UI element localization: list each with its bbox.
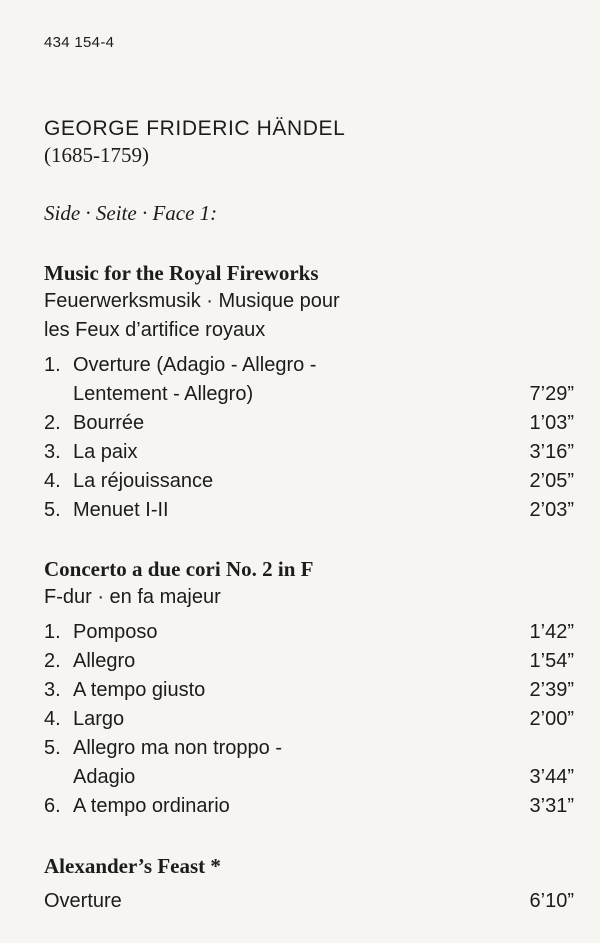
track-number: 4. <box>44 708 61 730</box>
track-title-line: La paix <box>73 441 138 463</box>
work-subtitle: F-dur · en fa majeur <box>44 586 221 608</box>
track-duration: 1’54” <box>529 650 574 672</box>
work-alexanders-feast <box>44 852 574 916</box>
track-title-line: A tempo ordinario <box>73 795 230 817</box>
track-row <box>44 792 574 821</box>
track-duration: 1’03” <box>529 412 574 434</box>
work-title: Alexander’s Feast * <box>44 854 221 878</box>
track-row <box>44 409 574 438</box>
track-duration: 6’10” <box>529 890 574 912</box>
track-title-line: Adagio <box>73 766 136 788</box>
work-subtitle: les Feux d’artifice royaux <box>44 319 266 341</box>
track-row <box>44 467 574 496</box>
track-duration: 3’16” <box>529 441 574 463</box>
track-number: 5. <box>44 499 61 521</box>
track-row <box>44 496 574 525</box>
track-number: 4. <box>44 470 61 492</box>
track-row <box>44 676 574 705</box>
track-row <box>44 438 574 467</box>
composer-name: GEORGE FRIDERIC HÄNDEL <box>44 117 346 140</box>
track-title-line: La réjouissance <box>73 470 214 492</box>
track-list <box>44 618 574 821</box>
track-title-line: Overture (Adagio - Allegro - <box>73 354 317 376</box>
track-number: 3. <box>44 441 61 463</box>
track-row <box>44 887 574 916</box>
catalog-number: 434 154-4 <box>44 34 115 51</box>
track-duration: 3’44” <box>529 766 574 788</box>
composer-dates: (1685-1759) <box>44 143 149 167</box>
track-title-line: Pomposo <box>73 621 158 643</box>
track-list <box>44 351 574 525</box>
track-duration: 2’00” <box>529 708 574 730</box>
track-duration: 2’05” <box>529 470 574 492</box>
track-row <box>44 734 574 792</box>
side-heading: Side · Seite · Face 1: <box>44 201 218 225</box>
track-number: 2. <box>44 412 61 434</box>
track-duration: 2’03” <box>529 499 574 521</box>
track-title-line: Largo <box>73 708 125 730</box>
track-row <box>44 618 574 647</box>
track-row <box>44 647 574 676</box>
track-title-line: Allegro ma non troppo - <box>73 737 283 759</box>
track-title-line: Menuet I-II <box>73 499 169 521</box>
track-number: 3. <box>44 679 61 701</box>
work-title: Music for the Royal Fireworks <box>44 261 319 285</box>
track-duration: 3’31” <box>529 795 574 817</box>
work-royal-fireworks <box>44 259 574 525</box>
track-number: 1. <box>44 621 61 643</box>
work-title: Concerto a due cori No. 2 in F <box>44 557 314 581</box>
track-row <box>44 705 574 734</box>
track-number: 6. <box>44 795 61 817</box>
track-number: 2. <box>44 650 61 672</box>
track-duration: 7’29” <box>529 383 574 405</box>
track-number: 5. <box>44 737 61 759</box>
track-title-line: A tempo giusto <box>73 679 206 701</box>
track-title-line: Lentement - Allegro) <box>73 383 254 405</box>
work-concerto-due-cori <box>44 555 574 821</box>
track-title-line: Bourrée <box>73 412 145 434</box>
track-title-line: Allegro <box>73 650 136 672</box>
track-number: 1. <box>44 354 61 376</box>
track-row <box>44 351 574 409</box>
track-duration: 2’39” <box>529 679 574 701</box>
work-subtitle: Feuerwerksmusik · Musique pour <box>44 290 340 312</box>
track-duration: 1’42” <box>529 621 574 643</box>
track-title-line: Overture <box>44 890 122 912</box>
